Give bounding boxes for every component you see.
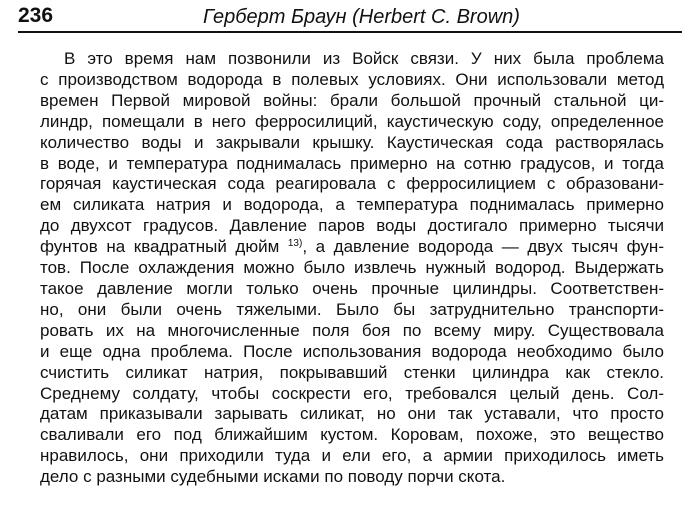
running-head: Герберт Браун (Herbert C. Brown) [203,6,520,28]
text-fragment: фунтов на квадратный дюйм [40,237,280,257]
text-line: дело с разными судебными исками по поводу порчи скота. [40,467,506,487]
text-line: в воде, и температура поднималась примерно на сотню градусов, и тогда [40,153,664,173]
body-paragraph [40,49,664,488]
text-fragment: , а давление водорода — двух тысяч фун- [302,237,664,257]
header-rule [18,31,682,33]
text-line: линдр, помещали в него ферросилиций, каустическую соду, определенное [40,111,664,131]
page-number: 236 [18,4,54,27]
text-line: Среднему солдату, чтобы соскрести его, требовался целый день. Сол- [40,383,664,403]
text-line: такое давление могли только очень прочные цилиндры. Соответствен- [40,278,664,298]
text-line: ровать их на многочисленные поля боя по всему миру. Существовала [40,320,664,340]
text-line-with-footnote [40,237,664,258]
text-line: горячая каустическая сода реагировала с ферросилицием с образовани- [40,174,664,194]
text-line: ем силиката натрия и водорода, а температура поднималась примерно [40,195,664,215]
footnote-reference: 13) [287,238,303,250]
text-line: счистить силикат натрия, покрывавший стенки цилиндра как стекло. [40,362,664,382]
text-line: и еще одна проблема. После использования водорода необходимо было [40,341,664,361]
text-line: датам приказывали зарывать силикат, но они так уставали, что просто [40,404,664,424]
text-line: сваливали его под ближайшим кустом. Коровам, похоже, это вещество [40,425,664,445]
text-line: до двухсот градусов. Давление паров воды достигало примерно тысячи [40,216,664,236]
text-line: с производством водорода в полевых условиях. Они использовали метод [40,69,664,89]
text-line: нравилось, они приходили туда и ели его, а армии приходилось иметь [40,446,664,466]
text-line: количество воды и закрывали крышку. Каустическая сода растворялась [40,132,664,152]
text-line: тов. После охлаждения можно было извлечь нужный водород. Выдержать [40,258,664,278]
text-line: но, они были очень тяжелыми. Было бы затруднительно транспорти- [40,299,664,319]
text-line: времен Первой мировой войны: брали большой прочный стальной ци- [40,90,664,110]
page-header [18,0,682,32]
text-line: В это время нам позвонили из Войск связи. У них была проблема [64,49,664,68]
